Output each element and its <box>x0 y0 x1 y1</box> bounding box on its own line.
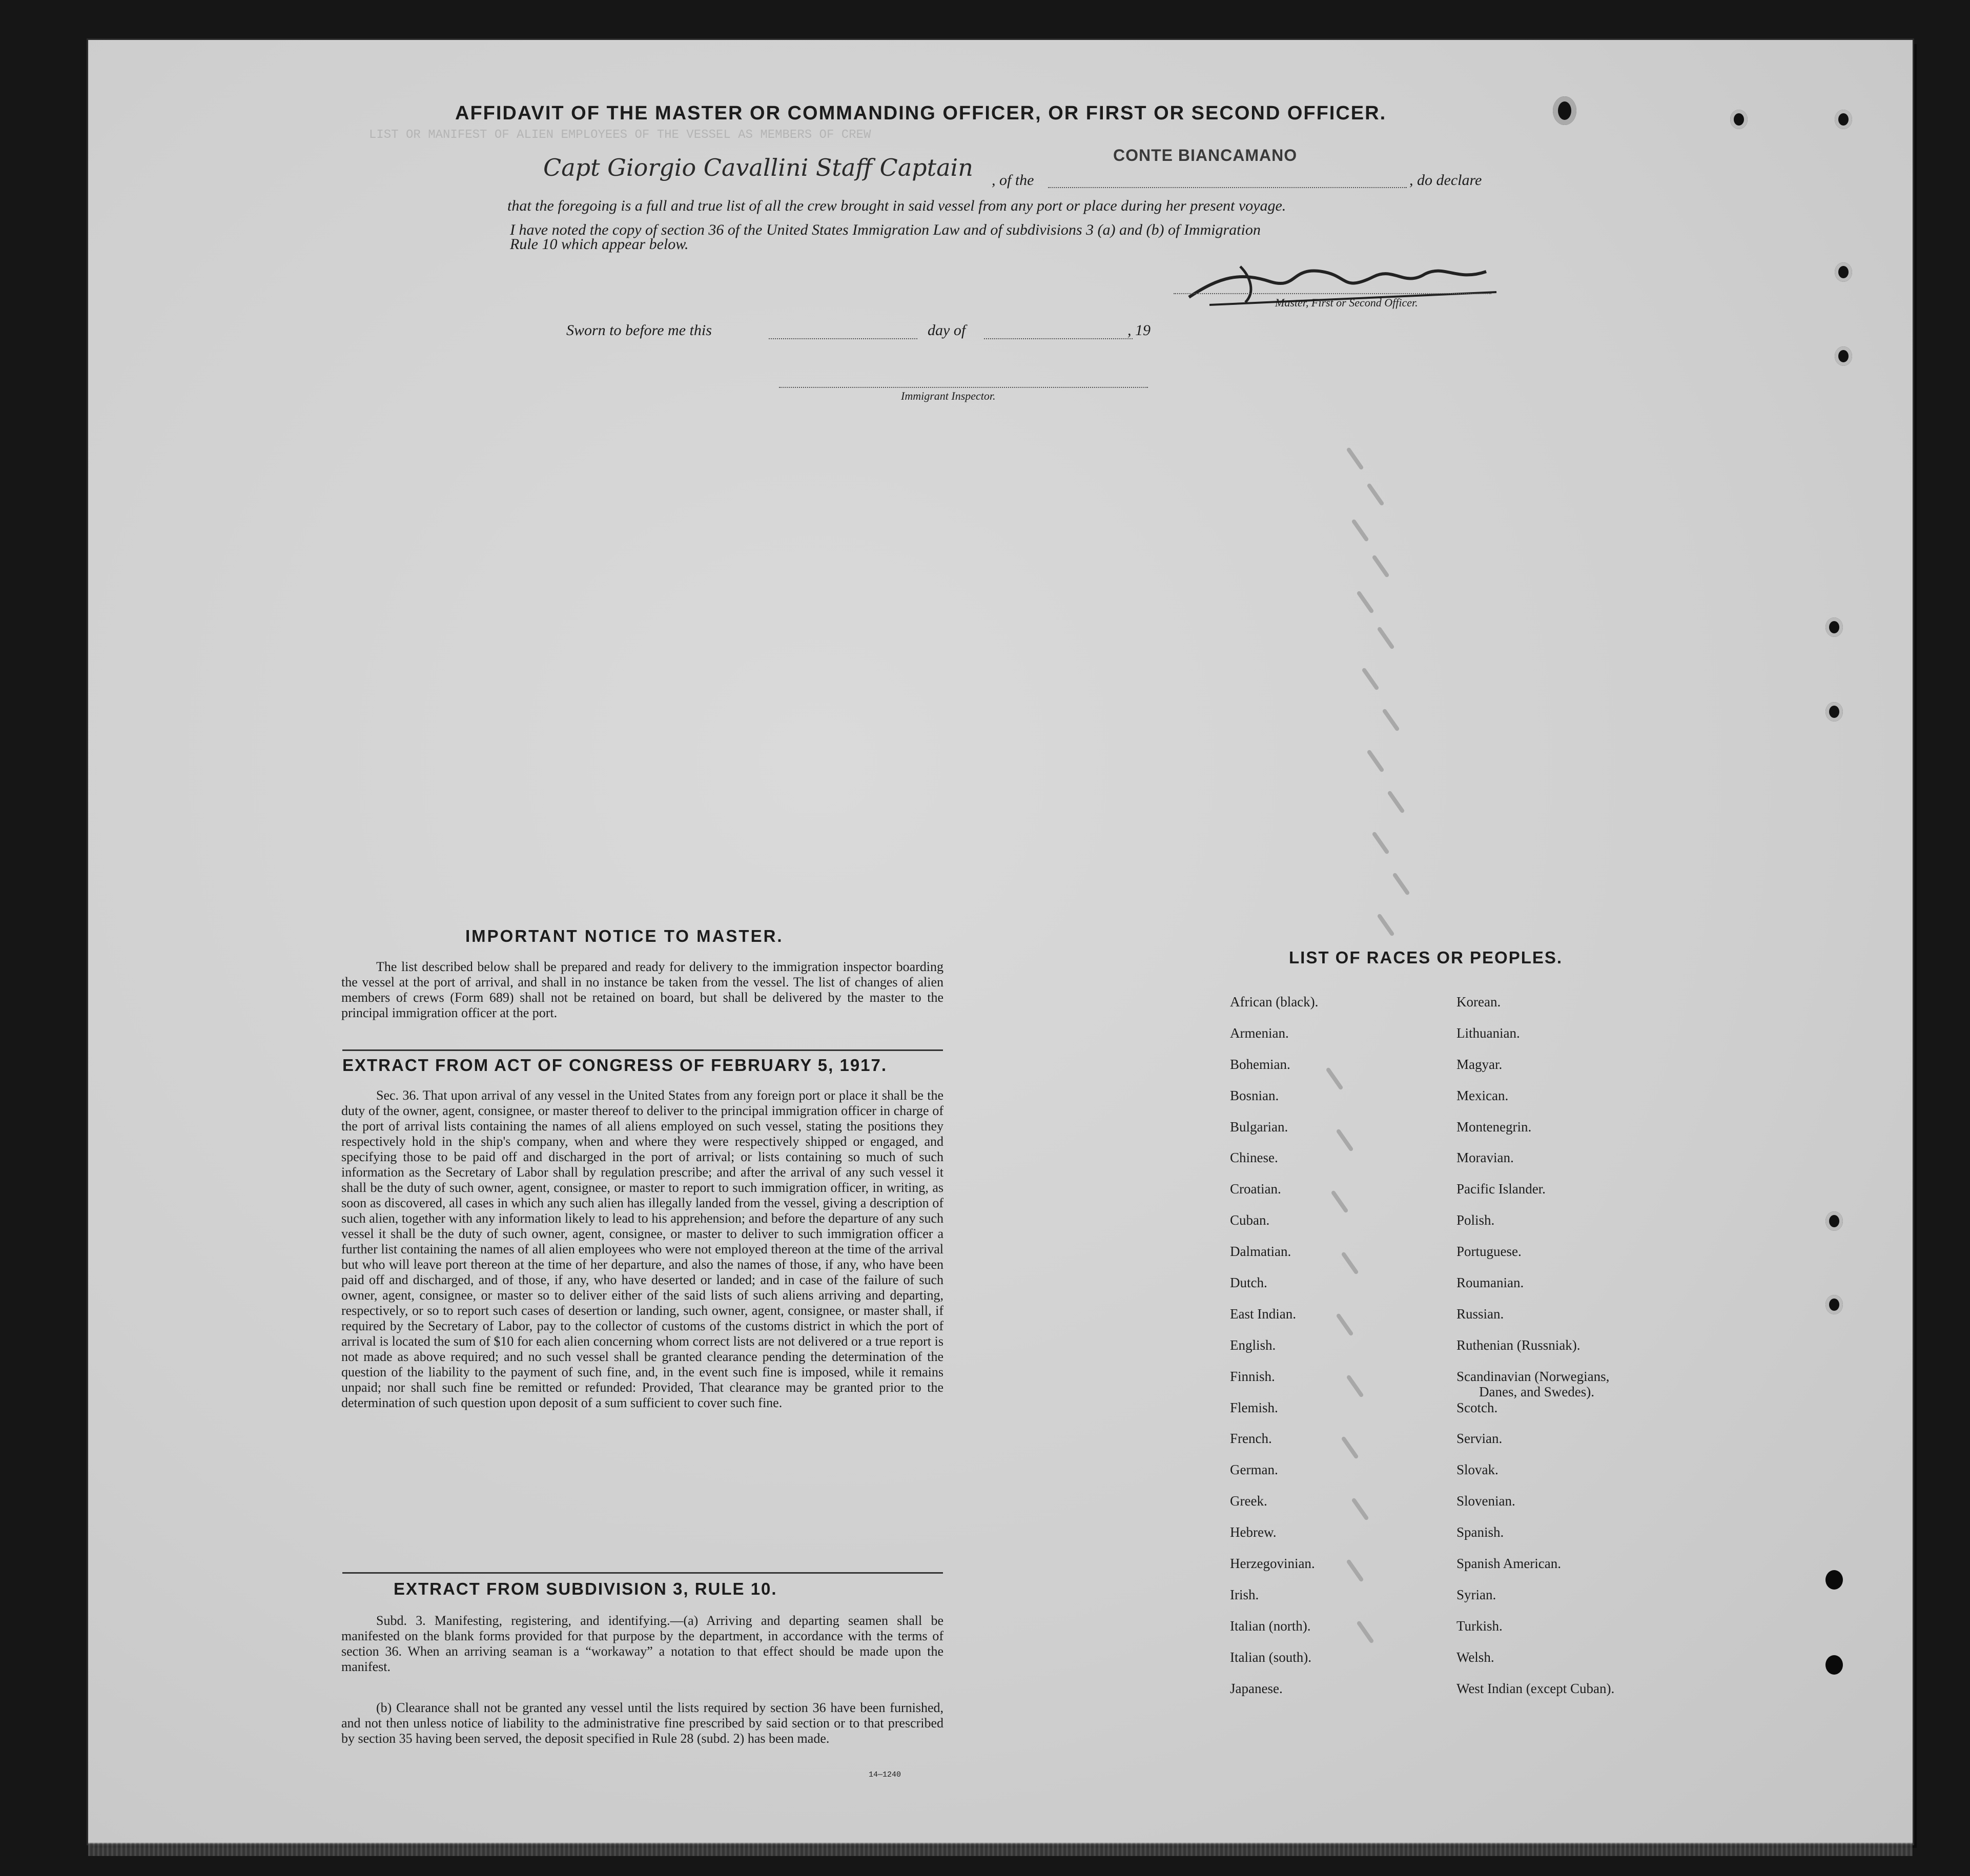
race-item: German. <box>1230 1462 1278 1478</box>
day-of-label: day of <box>928 322 966 339</box>
race-item: Spanish. <box>1456 1524 1504 1540</box>
binder-hole-icon <box>1835 110 1852 129</box>
races-left-column <box>1230 994 1445 1712</box>
race-item: Bohemian. <box>1230 1056 1290 1072</box>
sworn-month-line <box>984 338 1133 339</box>
races-right-column <box>1456 994 1713 1712</box>
binder-hole-icon <box>1825 702 1843 721</box>
race-item: Moravian. <box>1456 1150 1514 1166</box>
race-item: East Indian. <box>1230 1306 1296 1322</box>
race-item: Dalmatian. <box>1230 1244 1291 1260</box>
race-item: Welsh. <box>1456 1649 1494 1665</box>
affidavit-title: AFFIDAVIT OF THE MASTER OR COMMANDING OFFICER, OR FIRST OR SECOND OFFICER. <box>455 102 1387 124</box>
race-item: Ruthenian (Russniak). <box>1456 1337 1581 1353</box>
race-item: Mexican. <box>1456 1087 1509 1103</box>
race-item: Syrian. <box>1456 1586 1496 1602</box>
race-item: Dutch. <box>1230 1275 1267 1291</box>
race-item: Flemish. <box>1230 1399 1278 1415</box>
race-item: Magyar. <box>1456 1056 1503 1072</box>
race-item: Polish. <box>1456 1212 1495 1228</box>
inspector-signature-line <box>779 387 1148 388</box>
do-declare-label: , do declare <box>1409 172 1482 189</box>
binder-hole-icon <box>1730 110 1748 129</box>
race-item: Armenian. <box>1230 1025 1289 1041</box>
signature-caption: Master, First or Second Officer. <box>1275 296 1418 309</box>
year-label: , 19 <box>1127 322 1151 339</box>
of-the-label: , of the <box>992 172 1034 189</box>
signature-line <box>1174 293 1491 294</box>
race-item: Korean. <box>1456 994 1501 1009</box>
sworn-label: Sworn to before me this <box>566 322 712 339</box>
race-item: Scotch. <box>1456 1399 1498 1415</box>
binder-hole-icon <box>1825 617 1843 637</box>
handwritten-officer-name: Capt Giorgio Cavallini Staff Captain <box>543 154 973 181</box>
underlying-sheets <box>88 1843 1913 1856</box>
race-item: Slovenian. <box>1456 1493 1515 1509</box>
vessel-name-stamp: CONTE BIANCAMANO <box>1113 146 1298 164</box>
binder-hole-icon <box>1825 1211 1843 1231</box>
section-divider <box>342 1572 943 1574</box>
race-item: Turkish. <box>1456 1618 1503 1634</box>
binder-hole-icon <box>1825 1570 1843 1590</box>
race-item: Irish. <box>1230 1586 1259 1602</box>
race-item: Chinese. <box>1230 1150 1278 1166</box>
race-item: English. <box>1230 1337 1276 1353</box>
race-item: West Indian (except Cuban). <box>1456 1680 1615 1696</box>
race-item: Japanese. <box>1230 1680 1283 1696</box>
race-item: Bosnian. <box>1230 1087 1279 1103</box>
rule-paragraph-b: (b) Clearance shall not be granted any vessel until the lists required by section 36 have been furnished, and not then unless notice of liability to the administrative fine prescribed by said section or to that prescribed by section 35 having been served, the deposit specified in Rule 28 (subd. 2) has been made. <box>341 1700 943 1746</box>
race-item: Herzegovinian. <box>1230 1556 1315 1572</box>
race-item: Russian. <box>1456 1306 1504 1322</box>
race-item: French. <box>1230 1431 1272 1447</box>
race-item: Servian. <box>1456 1431 1503 1447</box>
binder-hole-icon <box>1825 1655 1843 1675</box>
race-item: Finnish. <box>1230 1368 1275 1384</box>
race-item: Cuban. <box>1230 1212 1270 1228</box>
binder-hole-icon <box>1835 346 1852 366</box>
declaration-line-2: that the foregoing is a full and true list of all the crew brought in said vessel from any port or place during her present voyage. <box>507 197 1286 214</box>
race-item: Spanish American. <box>1456 1556 1561 1572</box>
binder-hole-icon <box>1825 1295 1843 1314</box>
race-item: Pacific Islander. <box>1456 1181 1546 1197</box>
notice-title: IMPORTANT NOTICE TO MASTER. <box>465 926 784 945</box>
race-item: Croatian. <box>1230 1181 1281 1197</box>
race-item: Lithuanian. <box>1456 1025 1520 1041</box>
rule-extract-title: EXTRACT FROM SUBDIVISION 3, RULE 10. <box>394 1579 777 1598</box>
binder-hole-icon <box>1835 262 1852 282</box>
race-item: Italian (south). <box>1230 1649 1311 1665</box>
races-title: LIST OF RACES OR PEOPLES. <box>1289 948 1563 967</box>
race-item: Danes, and Swedes). <box>1479 1384 1594 1399</box>
race-item: Slovak. <box>1456 1462 1499 1478</box>
race-item: Portuguese. <box>1456 1244 1522 1260</box>
act-extract-body: Sec. 36. That upon arrival of any vessel in the United States from any foreign port or place it shall be the duty of the owner, agent, consignee, or master thereof to deliver to the principal immigration officer in charge of the port of arrival lists containing the names of all aliens employed on such vessel, stating the positions they respectively hold in the ship's company, when and where they were respectively shipped or engaged, and specifying those to be paid off and discharged in the port of arrival; or lists containing so much of such information as the Secretary of Labor shall by regulation prescribe; and after the arrival of any such vessel it shall be the duty of such owner, agent, consignee, or master to report to such immigration officer, in writing, as soon as discovered, all cases in which any such alien has illegally landed from the vessel, giving a description of such alien, together with any information likely to lead to his apprehension; and before the departure of any such vessel it shall be the duty of such owner, agent, consignee, or master to deliver to such immigration officer a further list containing the names of all alien employees who were not employed thereon at the time of the arrival but who will leave port thereon at the time of her departure, and also the names of those, if any, who have been paid off and discharged, and of those, if any, who have deserted or landed; and in case of the failure of such owner, agent, consignee, or master so to deliver either of the said lists of such aliens arriving and departing, respectively, or so to report such cases of desertion or landing, such owner, agent, consignee, or master shall, if required by the Secretary of Labor, pay to the collector of customs of the customs district in which the port of arrival is located the sum of $10 for each alien concerning whom correct lists are not delivered or a true report is not made as above required; and no such vessel shall be granted clearance pending the determination of the question of the liability to the payment of such fine, and, in the event such fine is imposed, while it remains unpaid; nor shall such fine be remitted or refunded: Provided, That clearance may be granted prior to the determination of such question upon deposit of a sum sufficient to cover such fine. <box>341 1088 943 1410</box>
notice-body: The list described below shall be prepared and ready for delivery to the immigration inspector boarding the vessel at the port of arrival, and shall in no instance be taken from the vessel. The list of changes of alien members of crews (Form 689) shall not be retained on board, but shall be delivered by the master to the principal immigration officer at the port. <box>341 959 943 1020</box>
race-item: Roumanian. <box>1456 1275 1524 1291</box>
race-item: African (black). <box>1230 994 1319 1009</box>
vessel-name-line <box>1048 187 1407 188</box>
act-extract-title: EXTRACT FROM ACT OF CONGRESS OF FEBRUARY 5, 1917. <box>342 1056 888 1075</box>
form-number: 14—1240 <box>869 1770 901 1779</box>
punch-hole-icon <box>1553 96 1576 125</box>
declaration-line-3: I have noted the copy of section 36 of the United States Immigration Law and of subdivisions 3 (a) and (b) of Immigration <box>510 221 1261 238</box>
declaration-line-4: Rule 10 which appear below. <box>510 236 689 253</box>
race-item: Montenegrin. <box>1456 1119 1532 1135</box>
sworn-day-line <box>769 338 917 339</box>
race-item: Bulgarian. <box>1230 1119 1288 1135</box>
race-item: Scandinavian (Norwegians, <box>1456 1368 1610 1384</box>
rule-paragraph-a: Subd. 3. Manifesting, registering, and identifying.—(a) Arriving and departing seamen shall be manifested on the blank forms provided for that purpose by the department, in accordance with the terms of section 36. When an arriving seaman is a “workaway” a notation to that effect should be made upon the manifest. <box>341 1613 943 1674</box>
race-item: Italian (north). <box>1230 1618 1311 1634</box>
race-item: Greek. <box>1230 1493 1267 1509</box>
inspector-caption: Immigrant Inspector. <box>901 389 996 402</box>
race-item: Hebrew. <box>1230 1524 1277 1540</box>
section-divider <box>342 1049 943 1051</box>
